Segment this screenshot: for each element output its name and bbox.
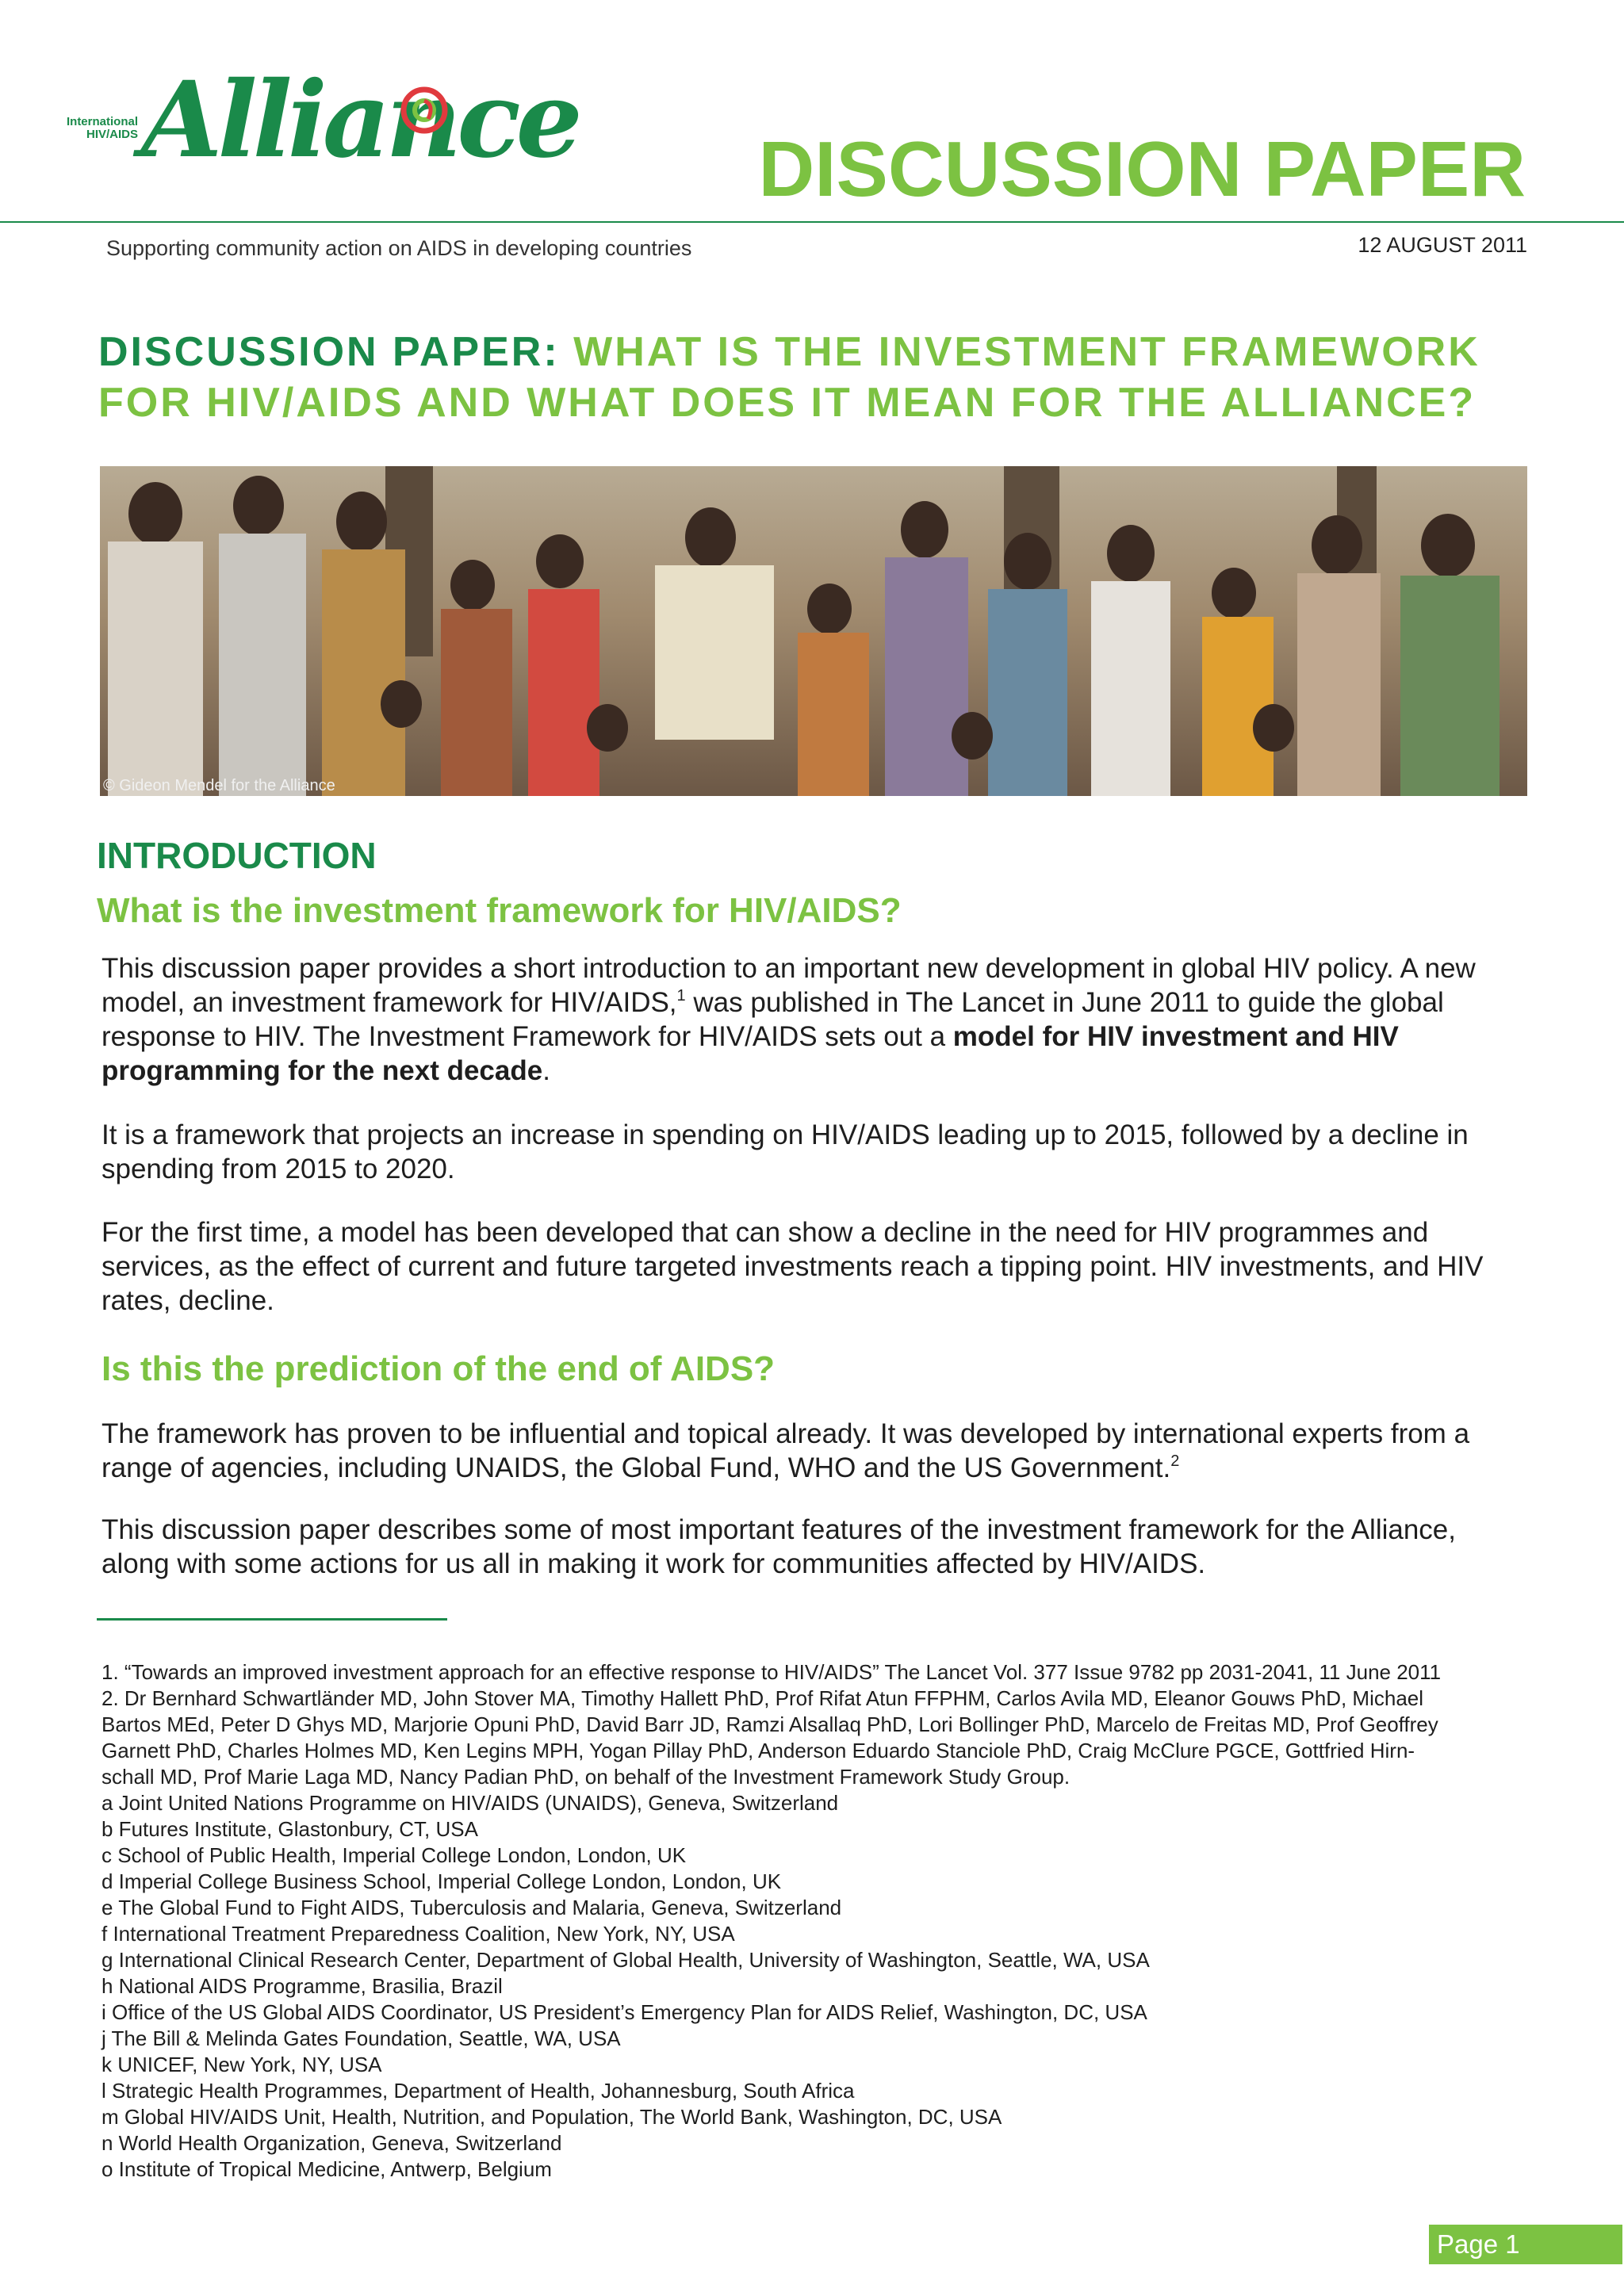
- footnote-line: e The Global Fund to Fight AIDS, Tuberculosis and Malaria, Geneva, Switzerland: [102, 1896, 842, 1919]
- header-divider: [0, 221, 1624, 223]
- section2-paragraph-2: This discussion paper describes some of most important features of the investment framework for the Alliance, along with some actions for us all in making it work for communities affected by HIV/AIDS.: [102, 1514, 1456, 1579]
- page-title: [98, 327, 1542, 428]
- logo-organization-type: International HIV/AIDS: [66, 115, 138, 141]
- footnote-line: g International Clinical Research Center, Department of Global Health, University of Washington, Seattle, WA, USA: [102, 1948, 1150, 1972]
- footnote-line: n World Health Organization, Geneva, Switzerland: [102, 2131, 562, 2155]
- footnote-line: h National AIDS Programme, Brasilia, Brazil: [102, 1974, 503, 1998]
- footnote-line: 1. “Towards an improved investment approach for an effective response to HIV/AIDS” The Lancet Vol. 377 Issue 9782 pp 2031-2041, 11 June 2011: [102, 1660, 1442, 1684]
- footnote-ref-1: 1: [676, 987, 686, 1004]
- intro-paragraph-2: It is a framework that projects an increase in spending on HIV/AIDS leading up to 2015, followed by a decline in spending from 2015 to 2020.: [102, 1119, 1469, 1184]
- title-question: WHAT IS THE INVESTMENT FRAMEWORK FOR HIV/AIDS AND WHAT DOES IT MEAN FOR THE ALLIANCE?: [98, 329, 1480, 426]
- footnote-line: o Institute of Tropical Medicine, Antwerp, Belgium: [102, 2157, 552, 2181]
- footnote-line: k UNICEF, New York, NY, USA: [102, 2053, 382, 2076]
- photo-illustration: [100, 466, 1527, 796]
- footnote-line: i Office of the US Global AIDS Coordinator, US President’s Emergency Plan for AIDS Relief, Washington, DC, USA: [102, 2000, 1147, 2024]
- footnote-line: Bartos MEd, Peter D Ghys MD, Marjorie Opuni PhD, David Barr JD, Ramzi Alsallaq PhD, Lori Bollinger PhD, Marcelo de Freitas MD, Prof Geoffrey: [102, 1712, 1438, 1736]
- subheading-end-of-aids: Is this the prediction of the end of AIDS?: [102, 1349, 776, 1388]
- footnote-line: b Futures Institute, Glastonbury, CT, USA: [102, 1817, 478, 1841]
- subheading-investment-framework: What is the investment framework for HIV/AIDS?: [97, 891, 902, 930]
- footnote-line: m Global HIV/AIDS Unit, Health, Nutrition, and Population, The World Bank, Washington, DC, USA: [102, 2105, 1002, 2129]
- footnotes: [102, 1659, 1529, 2183]
- section-heading-introduction: INTRODUCTION: [97, 835, 377, 876]
- photo-credit: © Gideon Mendel for the Alliance: [103, 777, 335, 794]
- footnote-line: schall MD, Prof Marie Laga MD, Nancy Padian PhD, on behalf of the Investment Framework Study Group.: [102, 1765, 1071, 1789]
- footnote-line: d Imperial College Business School, Imperial College London, London, UK: [102, 1869, 782, 1893]
- document-type-heading: DISCUSSION PAPER: [758, 125, 1526, 212]
- publication-date: 12 AUGUST 2011: [1358, 233, 1527, 257]
- footnote-line: Garnett PhD, Charles Holmes MD, Ken Legins MPH, Yogan Pillay PhD, Anderson Eduardo Stanciole PhD, Craig McClure PGCE, Gottfried Hirn-: [102, 1739, 1415, 1762]
- title-lead: DISCUSSION PAPER:: [98, 329, 574, 375]
- tagline: Supporting community action on AIDS in developing countries: [106, 236, 692, 260]
- page-number-badge: Page 1: [1429, 2225, 1622, 2264]
- footnote-line: 2. Dr Bernhard Schwartländer MD, John Stover MA, Timothy Hallett PhD, Prof Rifat Atun FFPHM, Carlos Avila MD, Eleanor Gouws PhD, Michael: [102, 1686, 1424, 1710]
- footnote-line: a Joint United Nations Programme on HIV/AIDS (UNAIDS), Geneva, Switzerland: [102, 1791, 839, 1815]
- footnote-line: f International Treatment Preparedness Coalition, New York, NY, USA: [102, 1922, 735, 1946]
- footnote-line: j The Bill & Melinda Gates Foundation, Seattle, WA, USA: [102, 2026, 621, 2050]
- footnote-line: c School of Public Health, Imperial College London, London, UK: [102, 1843, 687, 1867]
- footnote-ref-2: 2: [1170, 1452, 1180, 1470]
- footnote-line: l Strategic Health Programmes, Department of Health, Johannesburg, South Africa: [102, 2079, 855, 2103]
- community-photo: [100, 466, 1527, 796]
- logo-wordmark: Alliance: [141, 59, 578, 182]
- alliance-swirl-icon: [396, 82, 452, 138]
- intro-paragraph-1: This discussion paper provides a short introduction to an important new development in global HIV policy. A new model, an investment framework for HIV/AIDS,$^1$ was published in The Lancet in June 2011 to guide the global response to HIV. The Investment Framework for HIV/AIDS sets out a model for HIV investment and HIV programming for the next decade.: [102, 953, 1476, 1086]
- section2-paragraph-1: The framework has proven to be influential and topical already. It was developed by international experts from a range of agencies, including UNAIDS, the Global Fund, WHO and the US Government.$^2$: [102, 1418, 1470, 1483]
- footnote-divider: [97, 1618, 447, 1621]
- intro-paragraph-3: For the first time, a model has been developed that can show a decline in the need for HIV programmes and services, as the effect of current and future targeted investments reach a tipping point. HIV investments, and HIV rates, decline.: [102, 1217, 1484, 1316]
